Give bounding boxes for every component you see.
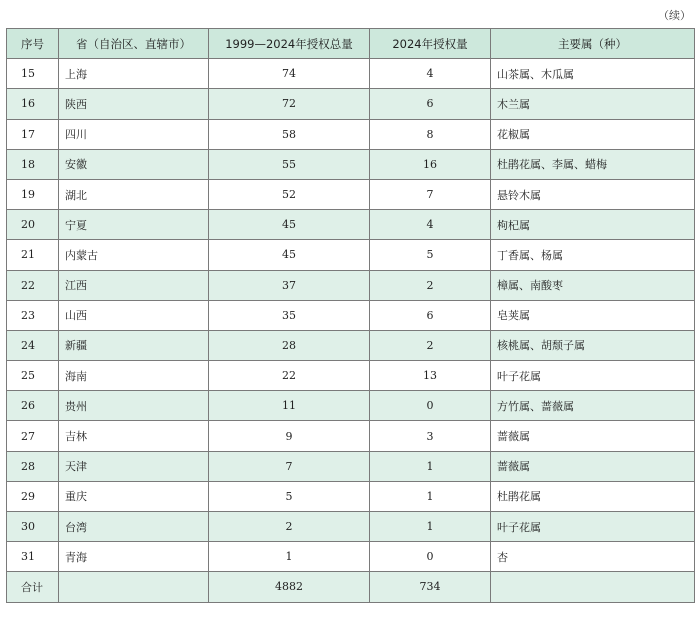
cell-province: 山西 — [59, 300, 209, 330]
cell-genus: 蔷薇属 — [491, 451, 695, 481]
cell-total: 52 — [209, 179, 370, 209]
table-row — [7, 59, 695, 89]
cell-2024: 6 — [370, 89, 491, 119]
cell-province: 四川 — [59, 119, 209, 149]
cell-total: 72 — [209, 89, 370, 119]
cell-genus: 杏 — [491, 542, 695, 572]
table-row — [7, 421, 695, 451]
header-genus: 主要属（种） — [491, 29, 695, 59]
cell-2024: 3 — [370, 421, 491, 451]
cell-province: 安徽 — [59, 149, 209, 179]
table-row — [7, 481, 695, 511]
cell-no: 20 — [7, 210, 59, 240]
cell-total: 5 — [209, 481, 370, 511]
cell-total: 37 — [209, 270, 370, 300]
table-row — [7, 179, 695, 209]
cell-no: 25 — [7, 361, 59, 391]
cell-province: 新疆 — [59, 330, 209, 360]
total-2024: 734 — [370, 572, 491, 602]
cell-genus: 方竹属、蔷薇属 — [491, 391, 695, 421]
cell-genus: 皂荚属 — [491, 300, 695, 330]
cell-province: 江西 — [59, 270, 209, 300]
cell-no: 15 — [7, 59, 59, 89]
cell-genus: 核桃属、胡颓子属 — [491, 330, 695, 360]
cell-province: 台湾 — [59, 512, 209, 542]
header-total: 1999—2024年授权总量 — [209, 29, 370, 59]
total-empty-genus — [491, 572, 695, 602]
cell-genus: 蔷薇属 — [491, 421, 695, 451]
cell-2024: 4 — [370, 59, 491, 89]
table-header-row — [7, 29, 695, 59]
total-sum: 4882 — [209, 572, 370, 602]
table-row — [7, 542, 695, 572]
cell-province: 天津 — [59, 451, 209, 481]
cell-2024: 7 — [370, 179, 491, 209]
cell-total: 45 — [209, 240, 370, 270]
total-empty-province — [59, 572, 209, 602]
cell-total: 7 — [209, 451, 370, 481]
cell-2024: 6 — [370, 300, 491, 330]
header-2024: 2024年授权量 — [370, 29, 491, 59]
cell-no: 29 — [7, 481, 59, 511]
continued-note: （续） — [658, 9, 691, 22]
cell-province: 海南 — [59, 361, 209, 391]
cell-province: 陕西 — [59, 89, 209, 119]
table-row — [7, 240, 695, 270]
table-row — [7, 451, 695, 481]
cell-genus: 悬铃木属 — [491, 179, 695, 209]
table-row — [7, 270, 695, 300]
cell-province: 贵州 — [59, 391, 209, 421]
cell-2024: 1 — [370, 451, 491, 481]
table-row — [7, 89, 695, 119]
cell-genus: 山茶属、木瓜属 — [491, 59, 695, 89]
cell-genus: 樟属、南酸枣 — [491, 270, 695, 300]
variety-authorization-table — [6, 28, 695, 603]
cell-no: 21 — [7, 240, 59, 270]
cell-no: 27 — [7, 421, 59, 451]
table-body — [7, 59, 695, 572]
cell-province: 宁夏 — [59, 210, 209, 240]
cell-2024: 0 — [370, 542, 491, 572]
cell-total: 22 — [209, 361, 370, 391]
table-row — [7, 512, 695, 542]
cell-no: 23 — [7, 300, 59, 330]
table-row — [7, 149, 695, 179]
cell-2024: 5 — [370, 240, 491, 270]
cell-no: 16 — [7, 89, 59, 119]
cell-genus: 叶子花属 — [491, 512, 695, 542]
total-row — [7, 572, 695, 602]
cell-no: 31 — [7, 542, 59, 572]
cell-no: 30 — [7, 512, 59, 542]
header-no: 序号 — [7, 29, 59, 59]
cell-2024: 0 — [370, 391, 491, 421]
cell-2024: 2 — [370, 330, 491, 360]
cell-total: 35 — [209, 300, 370, 330]
cell-2024: 1 — [370, 481, 491, 511]
cell-total: 74 — [209, 59, 370, 89]
cell-no: 24 — [7, 330, 59, 360]
cell-province: 湖北 — [59, 179, 209, 209]
cell-total: 55 — [209, 149, 370, 179]
cell-province: 青海 — [59, 542, 209, 572]
cell-total: 28 — [209, 330, 370, 360]
cell-total: 45 — [209, 210, 370, 240]
cell-no: 19 — [7, 179, 59, 209]
cell-province: 重庆 — [59, 481, 209, 511]
cell-no: 18 — [7, 149, 59, 179]
table-row — [7, 210, 695, 240]
cell-total: 2 — [209, 512, 370, 542]
cell-2024: 8 — [370, 119, 491, 149]
cell-2024: 2 — [370, 270, 491, 300]
cell-province: 上海 — [59, 59, 209, 89]
cell-no: 26 — [7, 391, 59, 421]
cell-genus: 枸杞属 — [491, 210, 695, 240]
cell-genus: 杜鹃花属 — [491, 481, 695, 511]
cell-province: 内蒙古 — [59, 240, 209, 270]
table-row — [7, 119, 695, 149]
cell-2024: 4 — [370, 210, 491, 240]
cell-2024: 13 — [370, 361, 491, 391]
total-label: 合计 — [7, 572, 59, 602]
cell-genus: 丁香属、杨属 — [491, 240, 695, 270]
cell-no: 17 — [7, 119, 59, 149]
cell-genus: 木兰属 — [491, 89, 695, 119]
cell-2024: 16 — [370, 149, 491, 179]
header-province: 省（自治区、直辖市） — [59, 29, 209, 59]
table-row — [7, 391, 695, 421]
cell-total: 11 — [209, 391, 370, 421]
cell-genus: 叶子花属 — [491, 361, 695, 391]
cell-total: 9 — [209, 421, 370, 451]
cell-2024: 1 — [370, 512, 491, 542]
cell-no: 22 — [7, 270, 59, 300]
cell-province: 吉林 — [59, 421, 209, 451]
table-row — [7, 361, 695, 391]
cell-genus: 杜鹃花属、李属、蜡梅 — [491, 149, 695, 179]
cell-total: 58 — [209, 119, 370, 149]
cell-no: 28 — [7, 451, 59, 481]
cell-total: 1 — [209, 542, 370, 572]
table-row — [7, 300, 695, 330]
cell-genus: 花椒属 — [491, 119, 695, 149]
table-row — [7, 330, 695, 360]
